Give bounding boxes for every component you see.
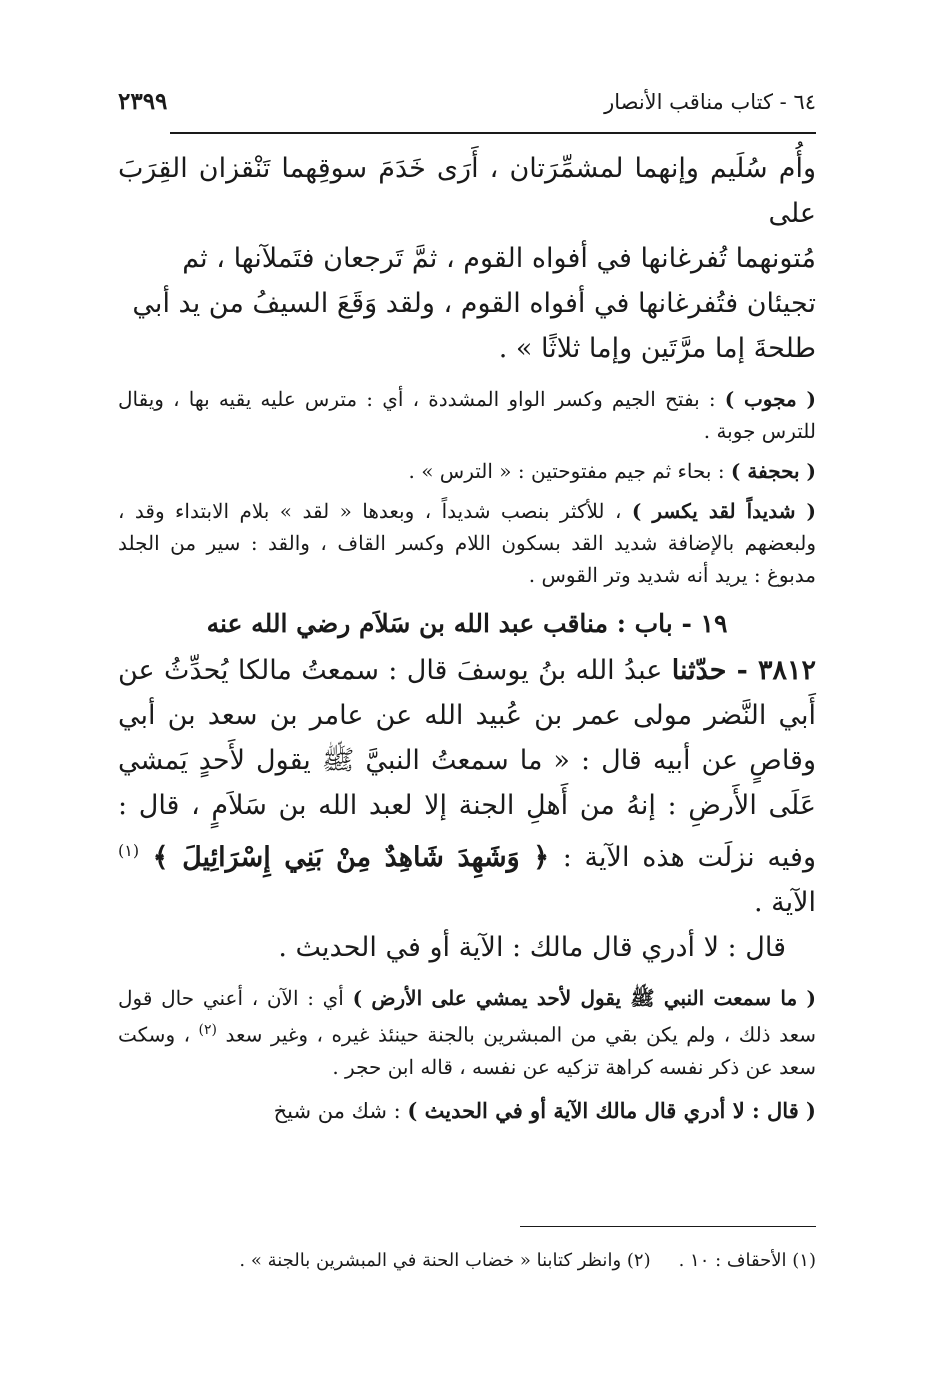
commentary-shadidan xyxy=(118,495,816,591)
hadith-number: ٣٨١٢ - حدّثنا xyxy=(671,655,816,686)
chapter-heading: ١٩ - باب : مناقب عبد الله بن سَلاَم رضي الله عنه xyxy=(206,609,728,638)
commentary-text: أي : الآن ، أعني حال قول سعد ذلك ، ولم يكن بقي من المبشرين بالجنة حينئذ غيره ، وغير سعد xyxy=(118,986,816,1047)
malik-note: قال : لا أدري قال مالك : الآية أو في الحديث . xyxy=(278,932,786,963)
quran-verse: ﴿ وَشَهِدَ شَاهِدٌ مِنْ بَنِي إِسْرَائِيلَ ﴾ xyxy=(139,842,563,873)
page-header xyxy=(118,88,816,122)
header-divider xyxy=(170,132,816,134)
commentary-la-adri xyxy=(118,1095,816,1127)
commentary-term: ( قال : لا أدري قال مالك الآية أو في الحديث ) xyxy=(407,1097,816,1123)
hadith-text: عبدُ الله بنُ يوسفَ قال : سمعتُ مالكا يُحدِّثُ عن أَبي النَّضر مولى عمر بن عُبيد الله عن عامر بن سعد بن أبي وقاصٍ عن أبيه قال : « ما سمعتُ النبيَّ ﷺ يقول لأَحدٍ يَمشي عَلَى الأَرضِ : إنهُ من أَهلِ الجنة إلا لعبد الله بن سَلاَمٍ ، قال : وفيه نزلَت هذه الآية : xyxy=(118,655,816,873)
page-number: ٢٣٩٩ xyxy=(118,88,168,115)
commentary-text: : بفتح الجيم وكسر الواو المشددة ، أي : مترس عليه يقيه بها ، ويقال للترس جوبة . xyxy=(118,387,816,443)
commentary-hajafa xyxy=(118,455,816,487)
footnote-ref-2: (٢) xyxy=(198,1022,217,1038)
footnote-1: (١) الأحقاف : ١٠ . xyxy=(678,1250,816,1271)
hadith-continuation-line: تجيئان فتُفرغانها في أفواه القوم ، ولقد وَقَعَ السيفُ من يد أبي xyxy=(132,288,816,319)
footnotes xyxy=(118,1247,816,1275)
commentary-text: : شك من شيخ xyxy=(273,1098,408,1123)
hadith-continuation-line: طلحةَ إما مرَّتَين وإما ثلاثًا » . xyxy=(498,333,816,364)
commentary-term: ( بحجفة ) xyxy=(730,459,816,483)
footnote-divider xyxy=(520,1226,816,1227)
running-title: ٦٤ - كتاب مناقب الأنصار xyxy=(604,90,816,114)
commentary-text: ، للأكثر بنصب شديداً ، وبعدها « لقد » بلام الابتداء وقد ، ولبعضهم بالإضافة شديد القد بسكون اللام وكسر القاف ، والقد : سير من الجلد مدبوغ : يريد أنه شديد وتر القوس . xyxy=(118,499,816,587)
footnote-ref-1: (١) xyxy=(118,841,140,860)
commentary-text: ، وسكت سعد عن ذكر نفسه كراهة تزكيه عن نفسه ، قاله ابن حجر . xyxy=(118,1022,816,1079)
hadith-continuation-line: وأُم سُلَيم وإنهما لمشمِّرَتان ، أَرَى خَدَمَ سوقِهما تَنْقزان القِرَبَ على xyxy=(118,153,816,229)
commentary-term: ( ما سمعت النبي ﷺ يقول لأحد يمشي على الأرض ) xyxy=(352,986,817,1010)
hadith-ending: الآية . xyxy=(753,887,816,918)
hadith-continuation-line: مُتونهما تُفرغانها في أفواه القوم ، ثمَّ تَرجعان فتَملآنها ، ثم xyxy=(182,243,816,274)
commentary-ma-samitu xyxy=(118,982,816,1083)
page-content xyxy=(118,146,816,1127)
footnote-2: (٢) وانظر كتابنا « خضاب الحنة في المبشرين بالجنة » . xyxy=(239,1250,651,1271)
commentary-term: ( شديداً لقد يكسر ) xyxy=(631,499,816,523)
commentary-text: : بحاء ثم جيم مفتوحتين : « الترس » . xyxy=(408,459,731,483)
hadith-3812 xyxy=(118,648,816,925)
commentary-mujawwab xyxy=(118,383,816,447)
commentary-term: ( مجوب ) xyxy=(724,387,817,411)
